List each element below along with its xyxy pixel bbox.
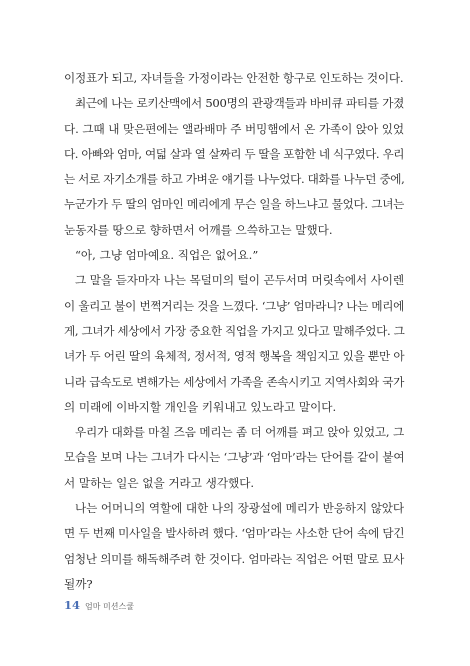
text-line: 이정표가 되고, 자녀들을 가정이라는 안전한 항구로 인도하는 것이다. [64,71,404,85]
text-line: 는 서로 자기소개를 하고 가벼운 얘기를 나누었다. 대화를 나누던 중에, [64,172,405,187]
text-line: 엄청난 의미를 해독해주려 한 것이다. 엄마라는 직업은 어떤 말로 묘사 [64,551,404,566]
page-footer [64,598,134,612]
text-line: 최근에 나는 로키산맥에서 500명의 관광객들과 바비큐 파티를 가졌 [75,96,404,111]
text-line: 그 말을 듣자마자 나는 목덜미의 털이 곤두서며 머릿속에서 사이렌 [75,273,404,288]
text-line: 누군가가 두 딸의 엄마인 메리에게 무슨 일을 하느냐고 물었다. 그녀는 [64,197,404,212]
text-line: 눈동자를 땅으로 향하면서 어깨를 으쓱하고는 말했다. [64,222,333,237]
text-line: 다. 아빠와 엄마, 여덟 살과 열 살짜리 두 딸을 포함한 네 식구였다. 우리 [64,146,404,161]
text-line: 니라 급속도로 변해가는 세상에서 가족을 존속시키고 지역사회와 국가 [64,374,404,389]
text-line: 나는 어머니의 역할에 대한 나의 장광설에 메리가 반응하지 않았다 [75,501,404,516]
running-title: 엄마 미션스쿨 [85,602,134,611]
text-line: 될까? [64,576,93,591]
text-line: 녀가 두 어린 딸의 육체적, 정서적, 영적 행복을 책임지고 있을 뿐만 아 [64,349,405,364]
text-line: 면 두 번째 미사일을 발사하려 했다. ‘엄마’라는 사소한 단어 속에 담긴 [64,526,405,541]
text-line: 서 말하는 일은 없을 거라고 생각했다. [64,475,255,490]
text-line: 다. 그때 내 맞은편에는 앨라배마 주 버밍햄에서 온 가족이 앉아 있었 [64,121,404,136]
text-line: 우리가 대화를 마칠 즈음 메리는 좀 더 어깨를 펴고 앉아 있었고, 그 [75,425,404,440]
text-line: 모습을 보며 나는 그녀가 다시는 ‘그냥’과 ‘엄마’라는 단어를 같이 붙여 [64,450,405,465]
page-number: 14 [64,598,81,612]
text-line: “아, 그냥 엄마예요. 직업은 없어요.” [75,248,259,263]
text-line: 이 울리고 불이 번쩍거리는 것을 느꼈다. ‘그냥’ 엄마라니? 나는 메리에 [64,298,404,313]
text-line: 게, 그녀가 세상에서 가장 중요한 직업을 가지고 있다고 말해주었다. 그 [64,323,405,338]
text-line: 의 미래에 이바지할 개인을 키워내고 있노라고 말이다. [64,399,337,414]
body-text [64,66,404,597]
